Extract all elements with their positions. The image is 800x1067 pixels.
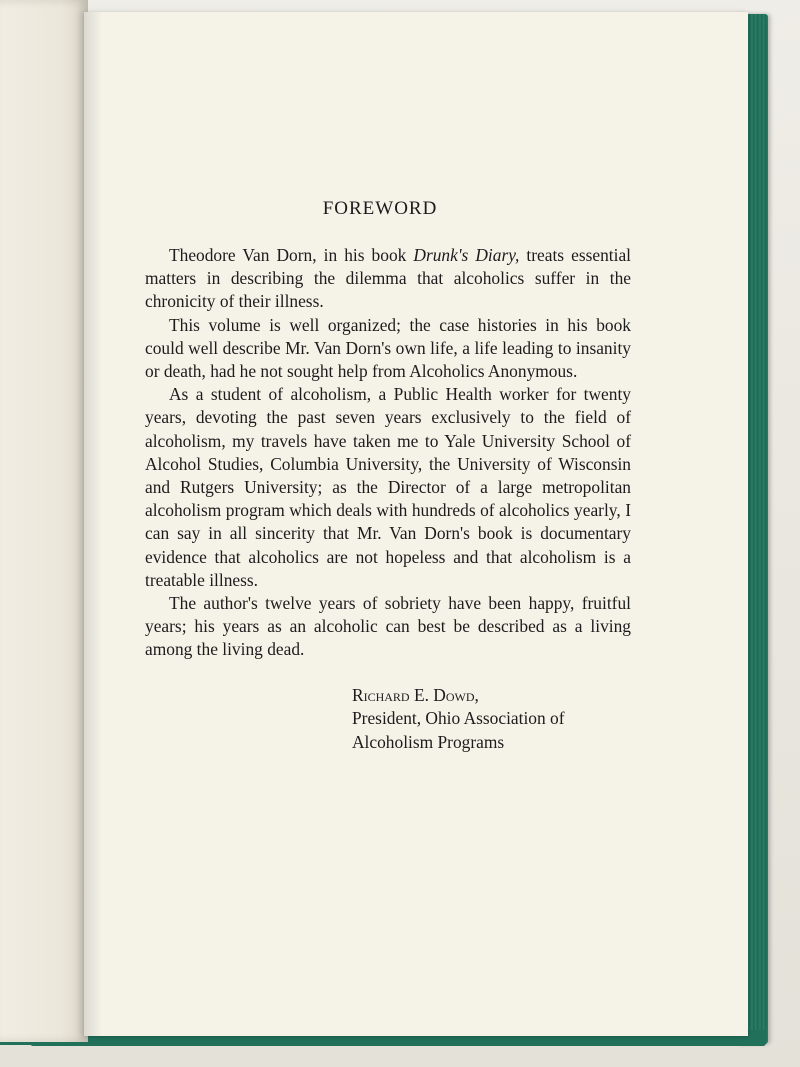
page-title: FOREWORD	[322, 198, 438, 219]
paragraph-4: The author's twelve years of sobriety have been happy, fruitful years; his years as an alcoholic can best be described as a living among the living dead.	[145, 593, 631, 660]
foreword-body	[145, 244, 631, 662]
signature-title-line-1: President, Ohio Association of	[352, 708, 565, 729]
show-through-text	[0, 0, 88, 1042]
signature-block	[352, 684, 652, 754]
paragraph-1-end: treats essential matters in describing the dilemma that alcoholics suffer in the chronicity of their illness.	[145, 245, 631, 312]
paragraph-3: As a student of alcoholism, a Public Health worker for twenty years, devoting the past seven years exclusively to the field of alcoholism, my travels have taken me to Yale University School of Alcohol Studies, Columbia University, the University of Wisconsin and Rutgers University; as the Director of a large metropolitan alcoholism program which deals with hundreds of alcoholics yearly, I can say in all sincerity that Mr. Van Dorn's book is documentary evidence that alcoholics are not hopeless and that alcoholism is a treatable illness.	[145, 384, 631, 590]
paragraph-1-start: Theodore Van Dorn, in his book	[169, 245, 414, 265]
paragraph-2: This volume is well organized; the case histories in his book could well describe Mr. Van Dorn's own life, a life leading to insanity or death, had he not sought help from Alcoholics Anonymous.	[145, 314, 631, 382]
signature-title-line-2: Alcoholism Programs	[352, 731, 505, 752]
signature-name: Richard E. Dowd,	[352, 685, 479, 705]
paragraph-1	[145, 244, 631, 314]
page-gutter-shadow	[84, 12, 102, 1036]
book-title: Drunk's Diary,	[413, 245, 520, 265]
left-facing-page	[0, 0, 88, 1045]
